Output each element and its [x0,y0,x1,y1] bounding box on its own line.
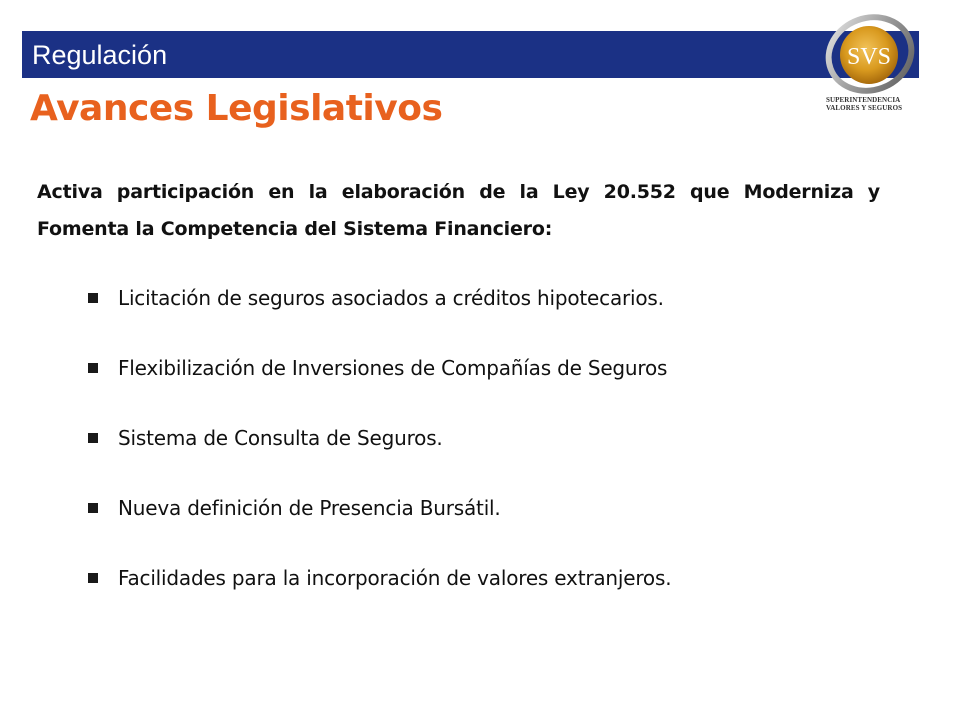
bullet-list [88,280,671,630]
intro-paragraph: Activa participación en la elaboración de la Ley 20.552 que Moderniza y Fomenta la Competencia del Sistema Financiero: [37,181,880,240]
list-item [88,490,671,560]
svs-emblem-icon [822,14,920,96]
svs-logo [822,14,920,116]
square-bullet-icon [88,293,98,303]
bullet-text: Sistema de Consulta de Seguros. [118,426,443,450]
square-bullet-icon [88,503,98,513]
list-item [88,350,671,420]
bullet-text: Flexibilización de Inversiones de Compañías de Seguros [118,356,668,380]
svg-text:SVS: SVS [846,44,892,70]
logo-caption: SUPERINTENDENCIA VALORES Y SEGUROS [826,96,903,112]
square-bullet-icon [88,573,98,583]
square-bullet-icon [88,363,98,373]
bullet-text: Nueva definición de Presencia Bursátil. [118,496,501,520]
list-item [88,560,671,630]
section-label: Regulación [32,40,168,70]
list-item [88,280,671,350]
square-bullet-icon [88,433,98,443]
header-bar [22,31,919,78]
bullet-text: Facilidades para la incorporación de valores extranjeros. [118,566,672,590]
list-item [88,420,671,490]
page-title: Avances Legislativos [30,88,443,129]
bullet-text: Licitación de seguros asociados a créditos hipotecarios. [118,286,664,310]
